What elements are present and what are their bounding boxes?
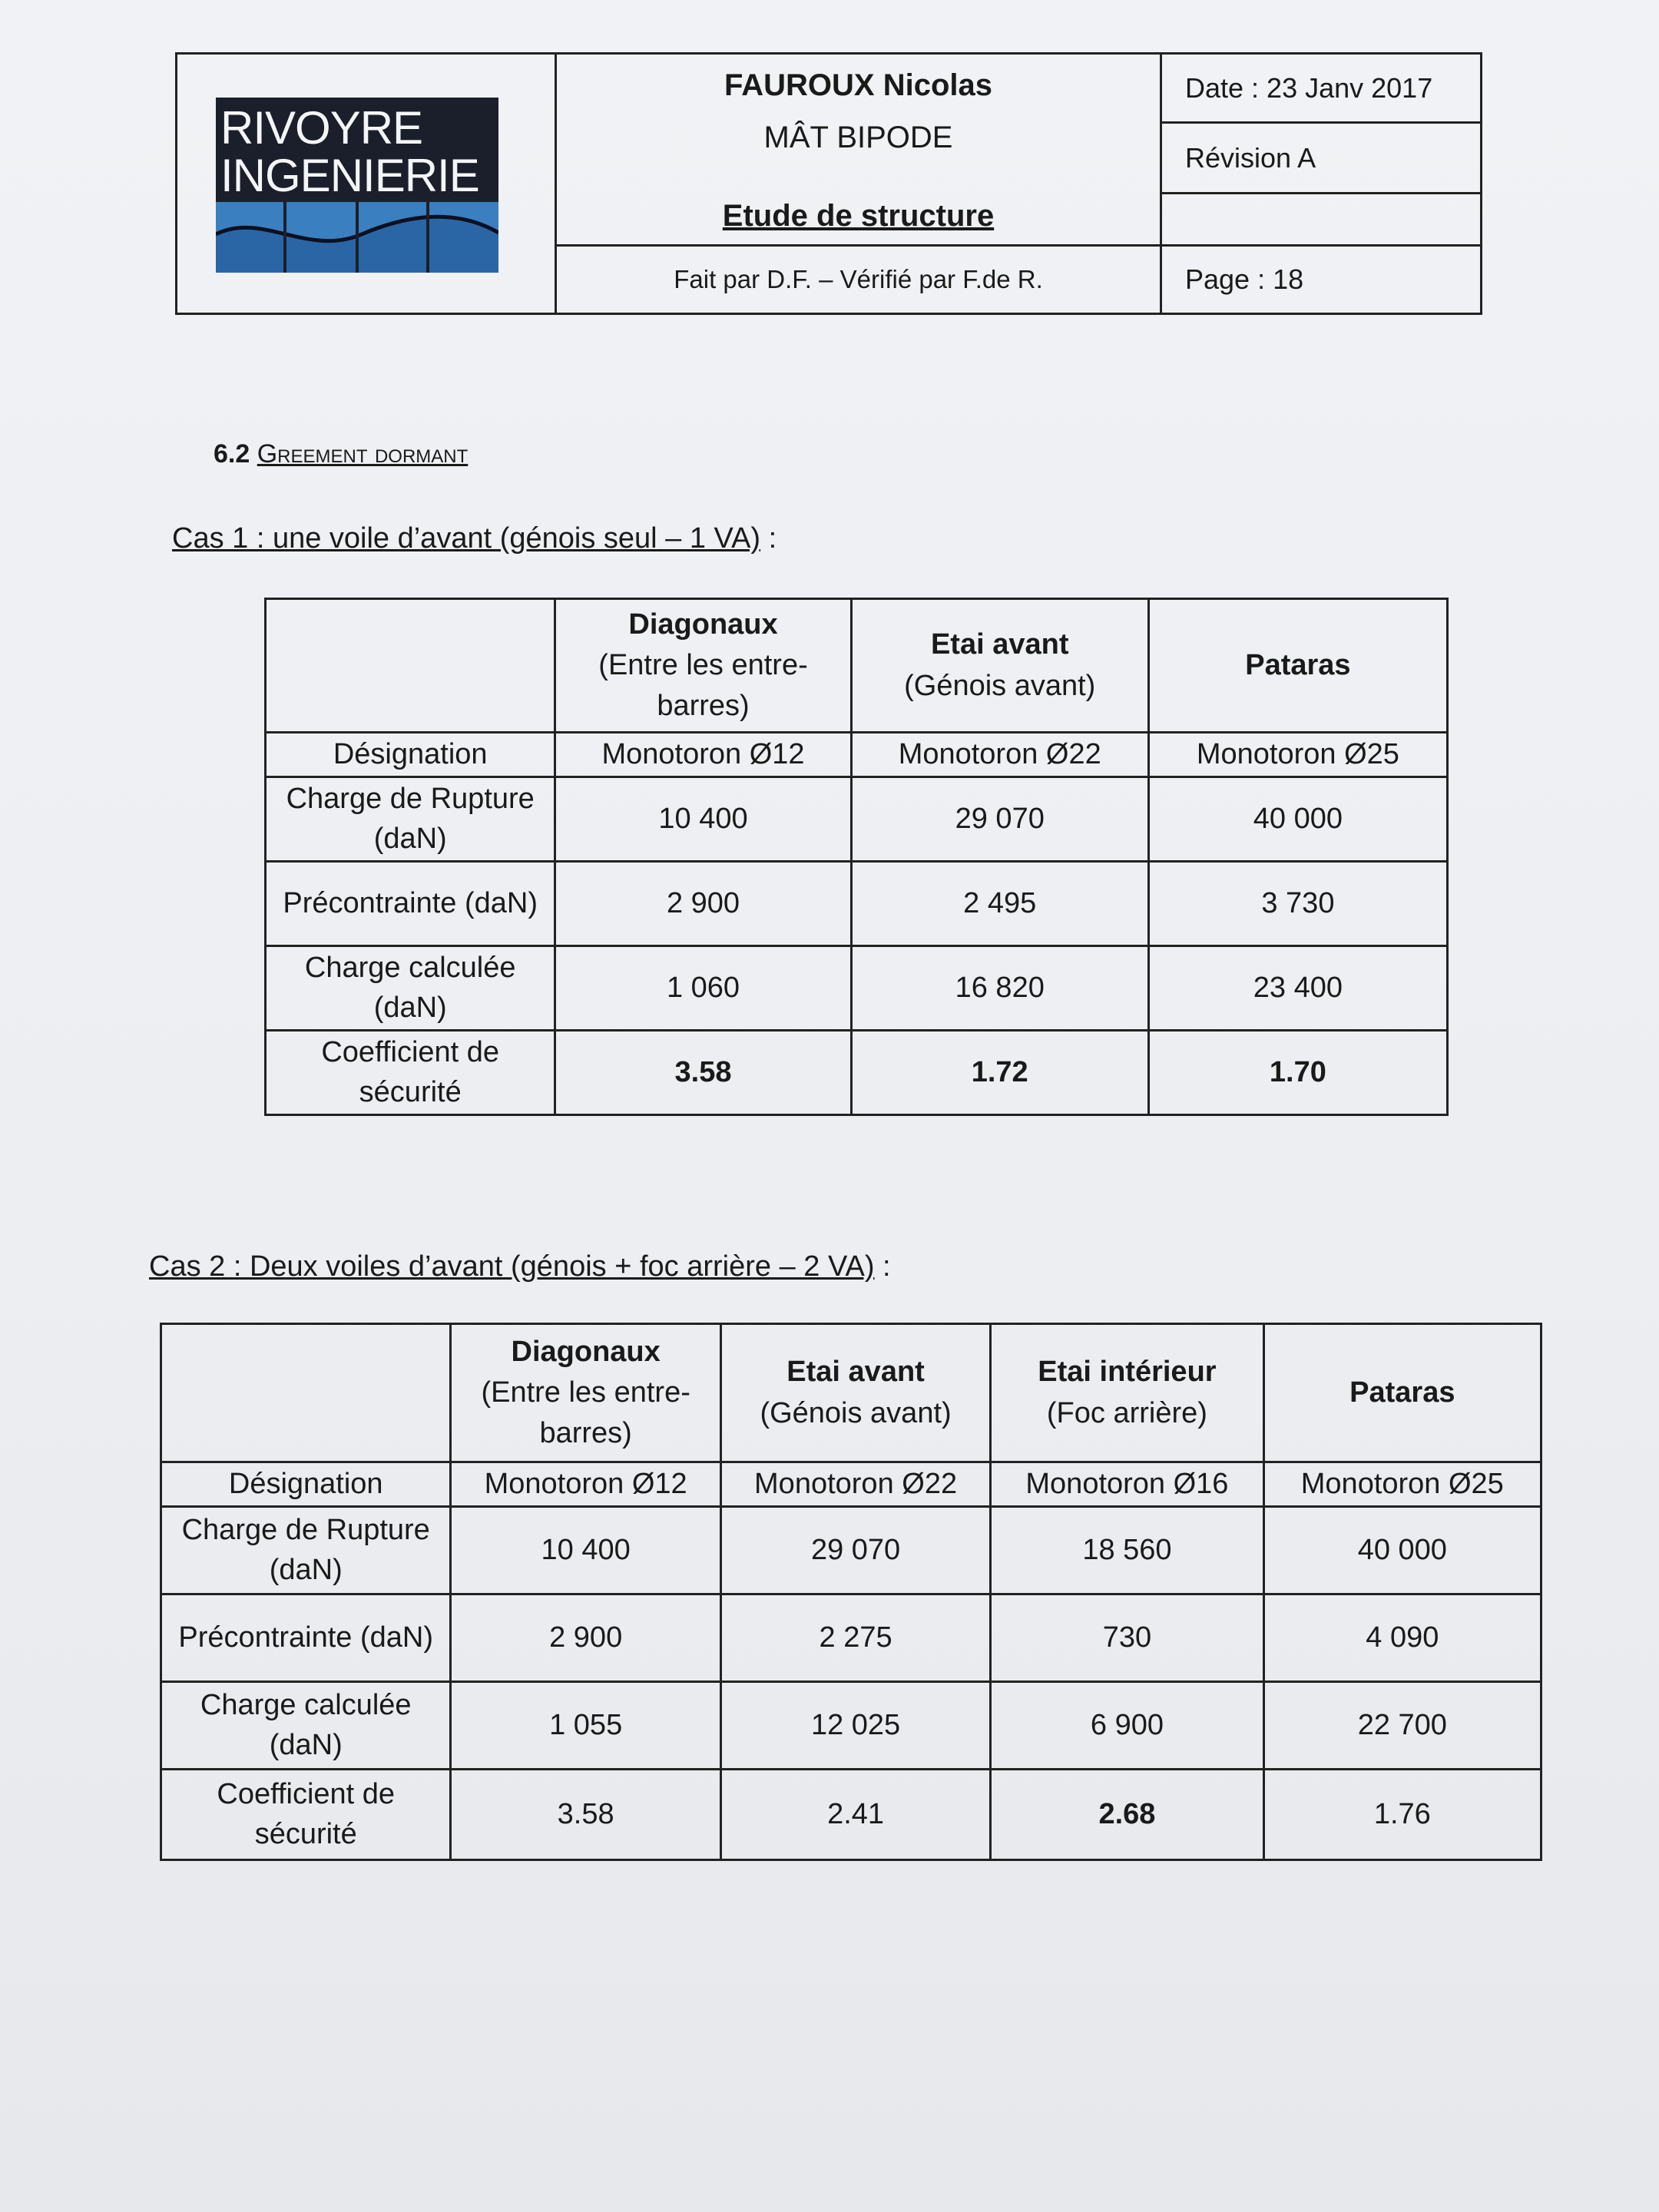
table-cell: 1.76 xyxy=(1263,1770,1541,1860)
column-header xyxy=(720,1324,990,1462)
table-row xyxy=(161,1770,1541,1860)
revision-field: Révision A xyxy=(1162,124,1480,194)
case2-title-text: Cas 2 : Deux voiles d’avant (génois + foc arrière – 2 VA) xyxy=(149,1250,875,1283)
table-cell: 2 900 xyxy=(555,862,851,946)
column-name: Etai intérieur xyxy=(1038,1356,1217,1389)
table-cell: 18 560 xyxy=(991,1507,1263,1594)
title-block xyxy=(175,52,1482,315)
table-cell: 6 900 xyxy=(991,1682,1263,1770)
table-row xyxy=(266,1031,1448,1115)
table-cell: Monotoron Ø12 xyxy=(451,1462,720,1507)
table-cell: Monotoron Ø25 xyxy=(1263,1462,1541,1507)
table-row xyxy=(161,1462,1541,1507)
column-header xyxy=(1263,1324,1541,1462)
table-cell: 2 275 xyxy=(720,1594,990,1682)
table-cell: 2.68 xyxy=(991,1770,1263,1860)
column-sub: (Entre les entre-barres) xyxy=(481,1376,690,1450)
row-label: Charge calculée (daN) xyxy=(161,1682,451,1770)
table-cell: 40 000 xyxy=(1263,1507,1541,1594)
table-cell: 10 400 xyxy=(555,777,851,862)
date-field: Date : 23 Janv 2017 xyxy=(1162,55,1480,124)
company-logo xyxy=(216,98,498,273)
column-sub: (Génois avant) xyxy=(760,1396,952,1429)
table-cell: 22 700 xyxy=(1263,1682,1541,1770)
case2-title-suffix: : xyxy=(874,1250,891,1283)
table-cell: Monotoron Ø22 xyxy=(851,733,1148,777)
corner-cell xyxy=(161,1324,451,1462)
table-row xyxy=(161,1682,1541,1770)
table-cell: 730 xyxy=(991,1594,1263,1682)
table-header-row xyxy=(266,599,1448,733)
case1-title xyxy=(172,522,777,555)
case1-title-text: Cas 1 : une voile d’avant (génois seul – 1 VA) xyxy=(172,522,761,555)
table-cell: 10 400 xyxy=(451,1507,720,1594)
row-label: Charge de Rupture (daN) xyxy=(266,777,555,862)
table-header-row xyxy=(161,1324,1541,1462)
section-title: Greement dormant xyxy=(257,439,469,469)
table-row xyxy=(266,733,1448,777)
table-cell: 3 730 xyxy=(1148,862,1447,946)
table-row xyxy=(266,862,1448,946)
column-name: Etai avant xyxy=(930,628,1069,661)
logo-wave-graphic xyxy=(216,202,498,273)
row-label: Désignation xyxy=(161,1462,451,1507)
table-cell: 1.70 xyxy=(1148,1031,1447,1115)
table-cell: 3.58 xyxy=(555,1031,851,1115)
section-heading xyxy=(214,439,468,469)
table-cell: 23 400 xyxy=(1148,946,1447,1031)
column-header xyxy=(851,599,1148,733)
project-name: MÂT BIPODE xyxy=(763,121,953,154)
case1-table xyxy=(264,598,1449,1116)
logo-text-line1: RIVOYRE xyxy=(220,102,423,154)
author-name: FAUROUX Nicolas xyxy=(724,68,992,102)
table-cell: 2 495 xyxy=(851,862,1148,946)
column-name: Etai avant xyxy=(786,1356,925,1389)
column-header xyxy=(1148,599,1447,733)
row-label: Désignation xyxy=(266,733,555,777)
section-number: 6.2 xyxy=(214,439,250,469)
table-row xyxy=(161,1507,1541,1594)
empty-field xyxy=(1162,194,1480,244)
table-cell: Monotoron Ø22 xyxy=(720,1462,990,1507)
table-cell: 1.72 xyxy=(851,1031,1148,1115)
case2-title xyxy=(149,1250,891,1283)
title-cell xyxy=(557,55,1162,247)
case1-title-suffix: : xyxy=(760,522,777,555)
column-header xyxy=(991,1324,1263,1462)
made-by-field: Fait par D.F. – Vérifié par F.de R. xyxy=(557,247,1162,313)
row-label: Charge calculée (daN) xyxy=(266,946,555,1031)
table-cell: 1 060 xyxy=(555,946,851,1031)
row-label: Coefficient de sécurité xyxy=(266,1031,555,1115)
column-sub: (Entre les entre-barres) xyxy=(598,648,808,723)
table-cell: 3.58 xyxy=(451,1770,720,1860)
row-label: Coefficient de sécurité xyxy=(161,1770,451,1860)
corner-cell xyxy=(266,599,555,733)
page-number: Page : 18 xyxy=(1185,263,1304,295)
column-name: Pataras xyxy=(1245,648,1351,681)
table-row xyxy=(161,1594,1541,1682)
row-label: Précontrainte (daN) xyxy=(161,1594,451,1682)
case2-table xyxy=(160,1323,1542,1861)
column-sub: (Génois avant) xyxy=(904,669,1096,702)
table-cell: Monotoron Ø25 xyxy=(1148,733,1447,777)
table-cell: 2 900 xyxy=(451,1594,720,1682)
table-cell: 29 070 xyxy=(851,777,1148,862)
table-row xyxy=(266,777,1448,862)
column-sub: (Foc arrière) xyxy=(1046,1396,1207,1429)
table-cell: 29 070 xyxy=(720,1507,990,1594)
row-label: Précontrainte (daN) xyxy=(266,862,555,946)
table-cell: 40 000 xyxy=(1148,777,1447,862)
table-cell: 2.41 xyxy=(720,1770,990,1860)
column-name: Pataras xyxy=(1349,1376,1455,1409)
table-cell: 12 025 xyxy=(720,1682,990,1770)
column-header xyxy=(555,599,851,733)
meta-cell xyxy=(1162,55,1480,247)
table-cell: Monotoron Ø12 xyxy=(555,733,851,777)
study-title: Etude de structure xyxy=(722,199,995,233)
logo-cell xyxy=(177,55,557,313)
row-label: Charge de Rupture (daN) xyxy=(161,1507,451,1594)
table-cell: 16 820 xyxy=(851,946,1148,1031)
table-cell: 1 055 xyxy=(451,1682,720,1770)
column-name: Diagonaux xyxy=(511,1335,661,1368)
column-header xyxy=(451,1324,720,1462)
column-name: Diagonaux xyxy=(628,608,778,641)
logo-text-line2: INGENIERIE xyxy=(220,150,479,201)
table-cell: 4 090 xyxy=(1263,1594,1541,1682)
table-row xyxy=(266,946,1448,1031)
table-cell: Monotoron Ø16 xyxy=(991,1462,1263,1507)
